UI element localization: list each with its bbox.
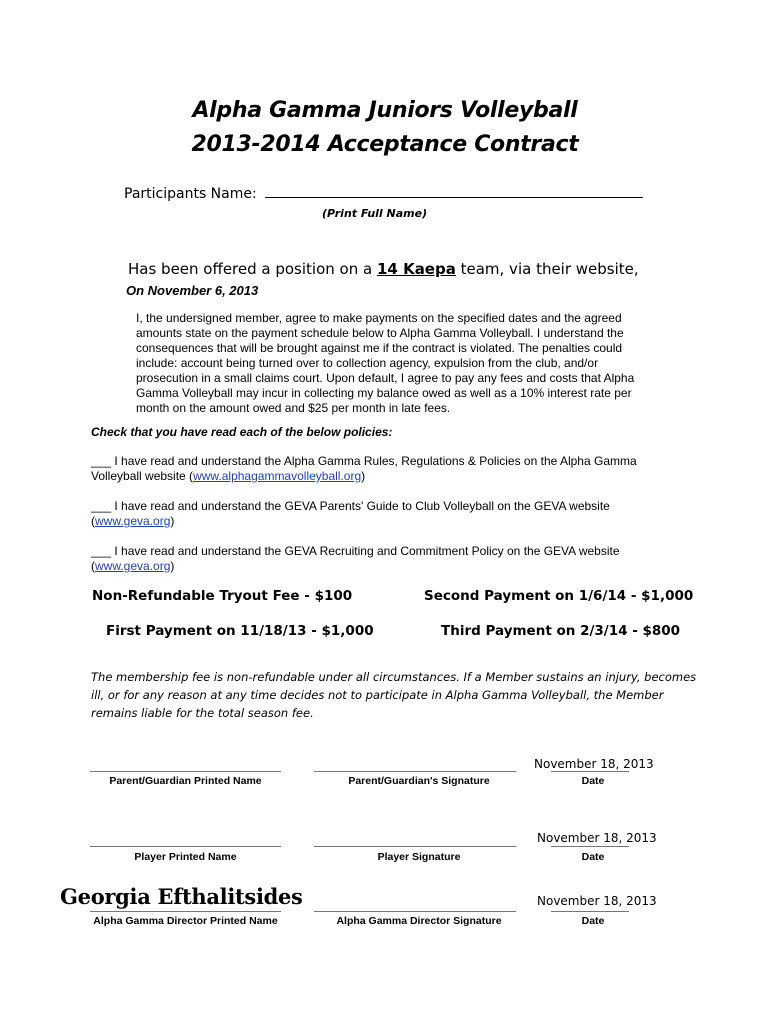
parent-signature-line[interactable] [314, 771, 516, 772]
director-name-line[interactable] [90, 911, 281, 912]
policy-link-prefix: Volleyball website ( [91, 469, 194, 483]
payment-third: Third Payment on 2/3/14 - $800 [441, 623, 681, 639]
policy-link-suffix: ) [170, 514, 175, 528]
participant-name-label: Participants Name: [124, 186, 257, 202]
agreement-line: Gamma Volleyball may incur in collecting my balance owed as well as a 10% interest rate per [136, 386, 632, 400]
director-date-line[interactable] [551, 911, 629, 912]
agreement-line: amounts state on the payment schedule below to Alpha Gamma Volleyball. I understand the [136, 326, 624, 340]
player-name-label: Player Printed Name [134, 851, 237, 863]
parent-signature-label: Parent/Guardian's Signature [348, 775, 490, 787]
payment-second: Second Payment on 1/6/14 - $1,000 [424, 588, 694, 604]
disclaimer-line: The membership fee is non-refundable under all circumstances. If a Member sustains an injury, becomes [91, 670, 697, 684]
director-signature-line[interactable] [314, 911, 516, 912]
participant-name-field[interactable] [265, 197, 643, 198]
policy-link-prefix: ( [91, 559, 95, 573]
player-date-value: November 18, 2013 [537, 831, 657, 845]
agreement-line: I, the undersigned member, agree to make payments on the specified dates and the agreed [136, 311, 622, 325]
parent-date-line[interactable] [551, 771, 629, 772]
policy-line: ___ I have read and understand the GEVA Parents' Guide to Club Volleyball on the GEVA website [91, 499, 610, 513]
director-date-label: Date [581, 915, 605, 927]
director-date-value: November 18, 2013 [537, 894, 657, 908]
participant-name-row [124, 186, 643, 202]
director-name-label: Alpha Gamma Director Printed Name [93, 915, 278, 927]
parent-date-label: Date [581, 775, 605, 787]
policy-item-rules[interactable] [91, 454, 637, 484]
payment-tryout: Non-Refundable Tryout Fee - $100 [92, 588, 353, 604]
policy-link-suffix: ) [361, 469, 366, 483]
policy-link-geva[interactable]: www.geva.org [95, 559, 171, 573]
offer-prefix: Has been offered a position on a [128, 260, 377, 278]
offer-team: 14 Kaepa [376, 260, 456, 278]
parent-name-label: Parent/Guardian Printed Name [109, 775, 262, 787]
disclaimer-line: remains liable for the total season fee. [91, 706, 314, 720]
policy-link-prefix: ( [91, 514, 95, 528]
membership-disclaimer [91, 668, 697, 722]
agreement-line: consequences that will be brought against me if the contract is violated. The penalties could [136, 341, 623, 355]
agreement-line: prosecution in a small claims court. Upon default, I agree to pay any fees and costs that Alpha [136, 371, 635, 385]
offer-line [128, 260, 639, 278]
title-line-1: Alpha Gamma Juniors Volleyball [192, 98, 578, 123]
policy-link-alphagamma[interactable]: www.alphagammavolleyball.org [193, 469, 362, 483]
player-name-line[interactable] [90, 846, 281, 847]
parent-name-line[interactable] [90, 771, 281, 772]
player-date-label: Date [581, 851, 605, 863]
title-line-2: 2013-2014 Acceptance Contract [191, 132, 579, 157]
participant-name-hint: (Print Full Name) [322, 207, 428, 220]
player-date-line[interactable] [551, 846, 629, 847]
agreement-line: include: account being turned over to collection agency, expulsion from the club, and/or [136, 356, 599, 370]
policy-link-suffix: ) [170, 559, 175, 573]
payment-first: First Payment on 11/18/13 - $1,000 [106, 623, 374, 639]
agreement-line: month on the amount owed and $25 per month in late fees. [136, 401, 451, 415]
policy-item-parents-guide[interactable] [91, 499, 610, 529]
policy-line: ___ I have read and understand the GEVA Recruiting and Commitment Policy on the GEVA website [91, 544, 620, 558]
player-signature-line[interactable] [314, 846, 516, 847]
agreement-paragraph [136, 311, 656, 416]
disclaimer-line: ill, or for any reason at any time decides not to participate in Alpha Gamma Volleyball, the Member [91, 688, 664, 702]
offer-date: On November 6, 2013 [126, 283, 259, 298]
parent-date-value: November 18, 2013 [534, 757, 654, 771]
offer-suffix: team, via their website, [455, 260, 639, 278]
policy-link-geva[interactable]: www.geva.org [95, 514, 171, 528]
policy-line: ___ I have read and understand the Alpha Gamma Rules, Regulations & Policies on the Alpha Gamma [91, 454, 637, 468]
policies-heading: Check that you have read each of the below policies: [91, 425, 393, 439]
director-signature-label: Alpha Gamma Director Signature [336, 915, 502, 927]
player-signature-label: Player Signature [377, 851, 461, 863]
policy-item-recruiting[interactable] [91, 544, 620, 574]
director-printed-name-value: Georgia Efthalitsides [60, 884, 303, 909]
